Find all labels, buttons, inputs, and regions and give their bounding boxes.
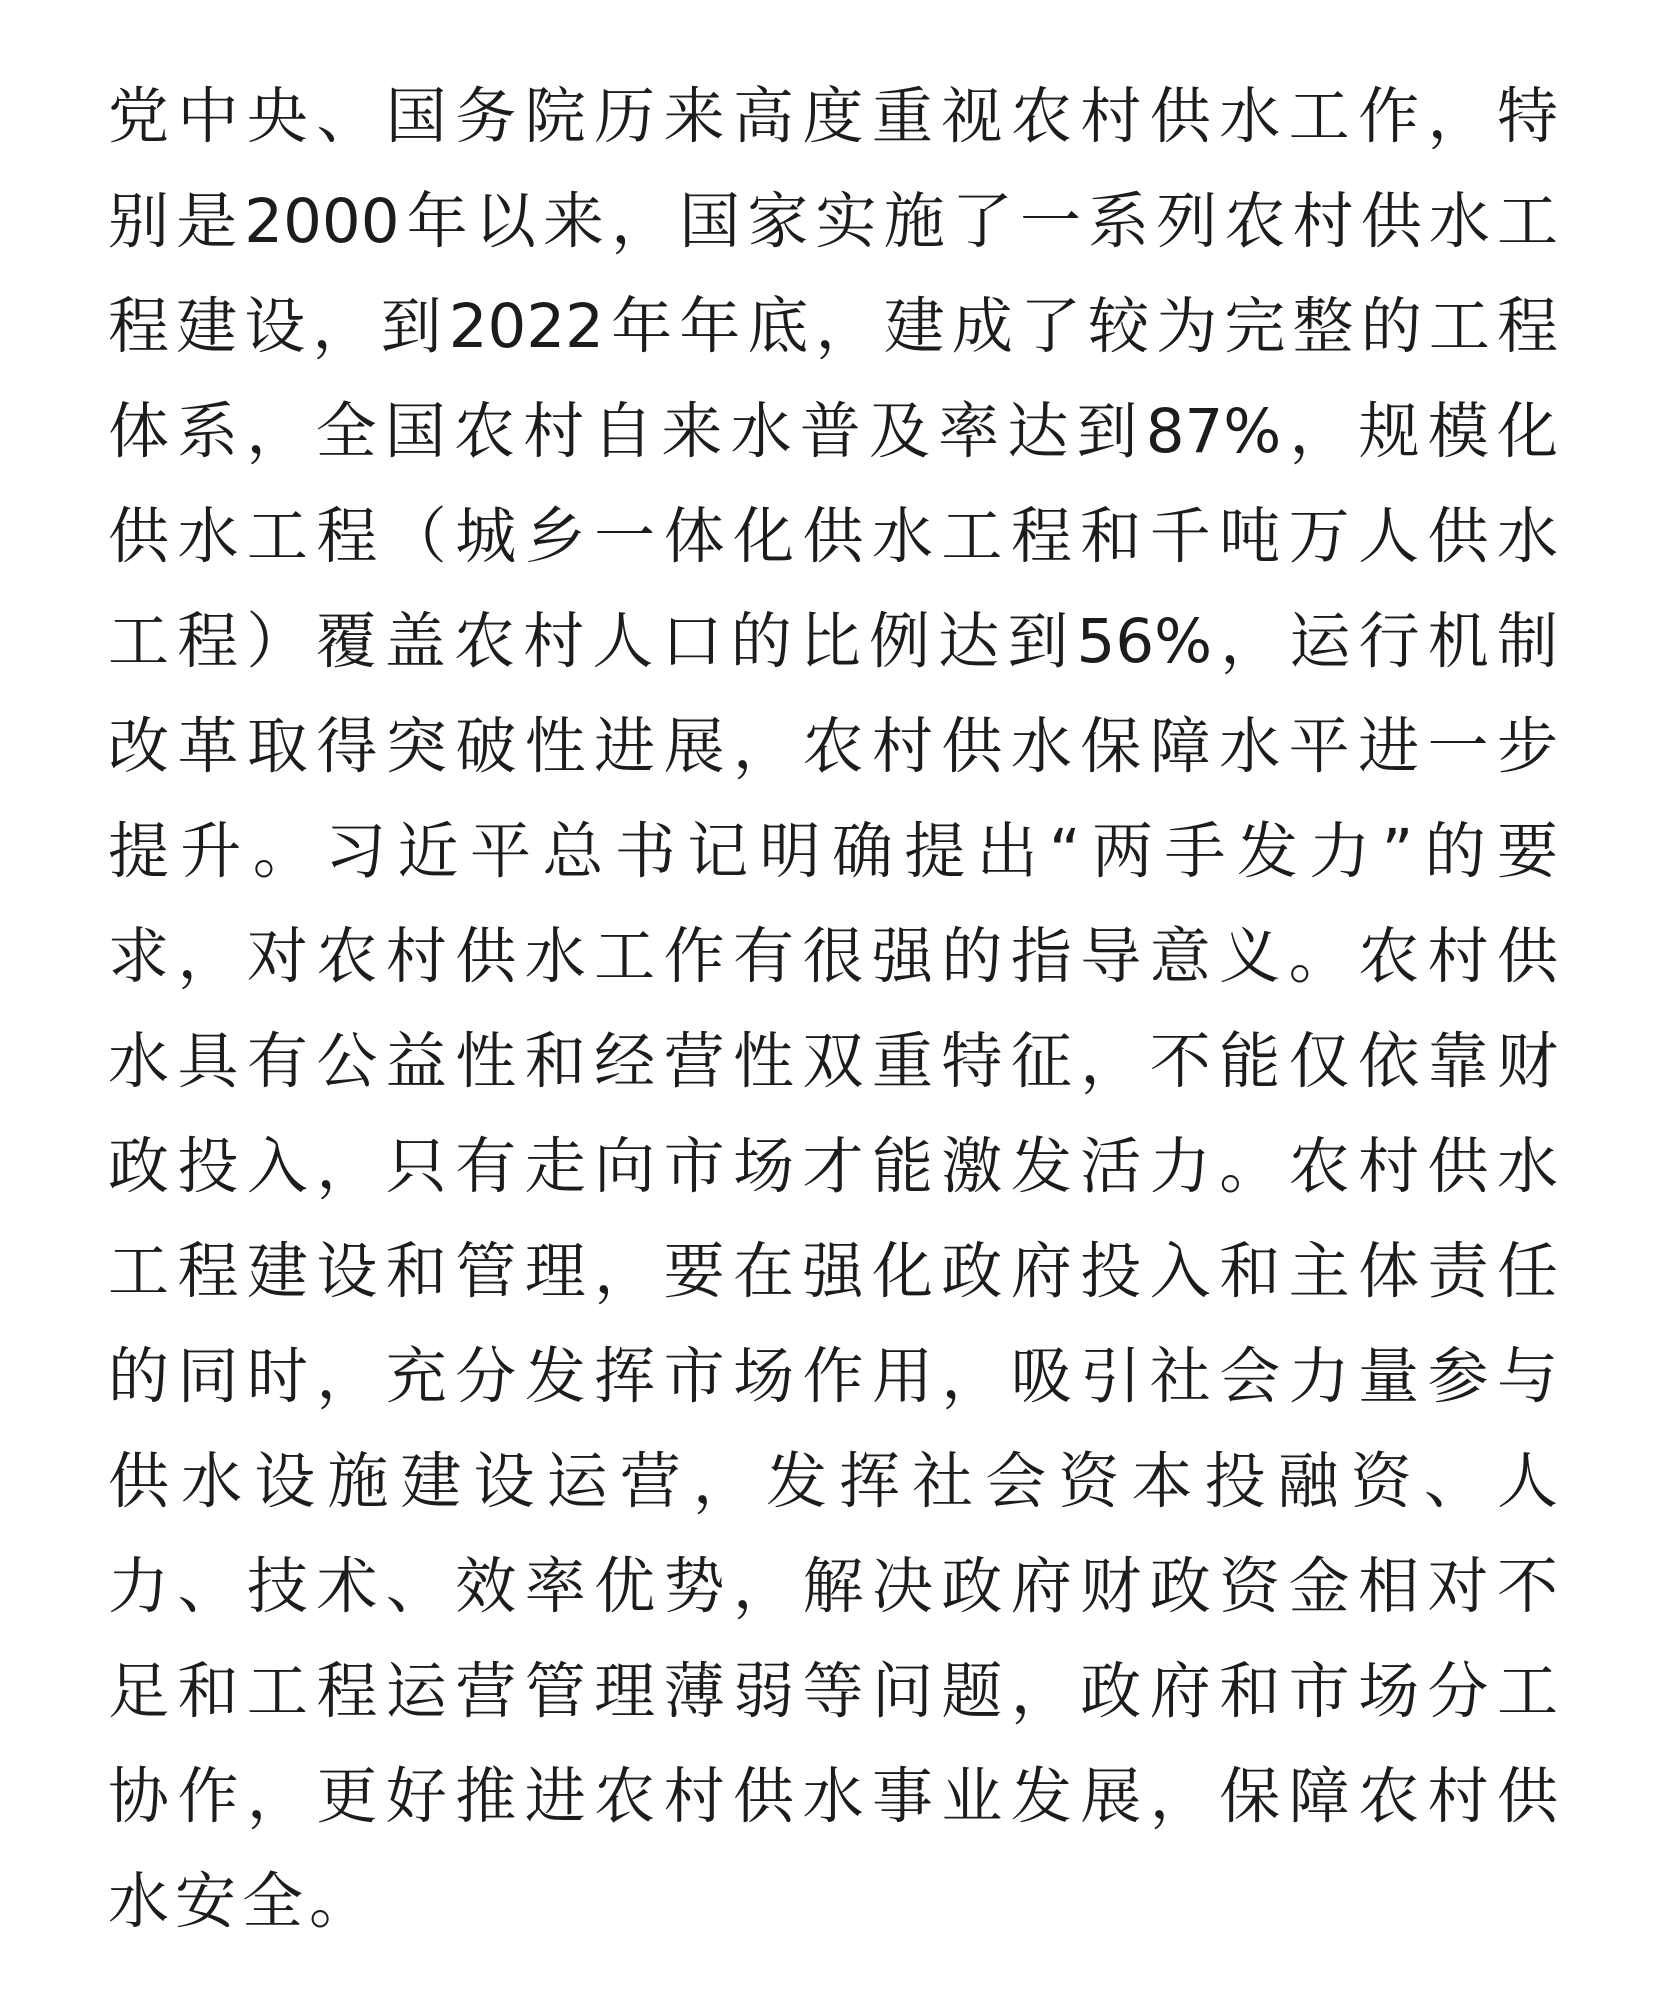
text-line: 供水设施建设运营，发挥社会资本投融资、人 — [108, 1446, 1558, 1517]
text-line: 提升。习近平总书记明确提出“两手发力”的要 — [108, 816, 1558, 887]
text-line: 的同时，充分发挥市场作用，吸引社会力量参与 — [108, 1341, 1558, 1412]
text-line: 工程建设和管理，要在强化政府投入和主体责任 — [108, 1236, 1558, 1307]
text-line: 改革取得突破性进展，农村供水保障水平进一步 — [108, 711, 1558, 782]
text-line: 工程）覆盖农村人口的比例达到56%，运行机制 — [108, 606, 1558, 677]
text-line: 水安全。 — [108, 1866, 377, 1937]
text-line: 程建设，到2022年年底，建成了较为完整的工程 — [108, 291, 1558, 362]
text-line: 党中央、国务院历来高度重视农村供水工作，特 — [108, 81, 1558, 152]
text-line: 体系，全国农村自来水普及率达到87%，规模化 — [108, 396, 1558, 467]
text-line: 求，对农村供水工作有很强的指导意义。农村供 — [108, 921, 1558, 992]
text-line: 供水工程（城乡一体化供水工程和千吨万人供水 — [108, 501, 1558, 572]
article-body — [108, 64, 1558, 1954]
text-line: 水具有公益性和经营性双重特征，不能仅依靠财 — [108, 1026, 1558, 1097]
text-line: 力、技术、效率优势，解决政府财政资金相对不 — [108, 1551, 1558, 1622]
text-line: 别是2000年以来，国家实施了一系列农村供水工 — [108, 186, 1558, 257]
text-line: 政投入，只有走向市场才能激发活力。农村供水 — [108, 1131, 1558, 1202]
text-line: 协作，更好推进农村供水事业发展，保障农村供 — [108, 1761, 1558, 1832]
text-line: 足和工程运营管理薄弱等问题，政府和市场分工 — [108, 1656, 1558, 1727]
